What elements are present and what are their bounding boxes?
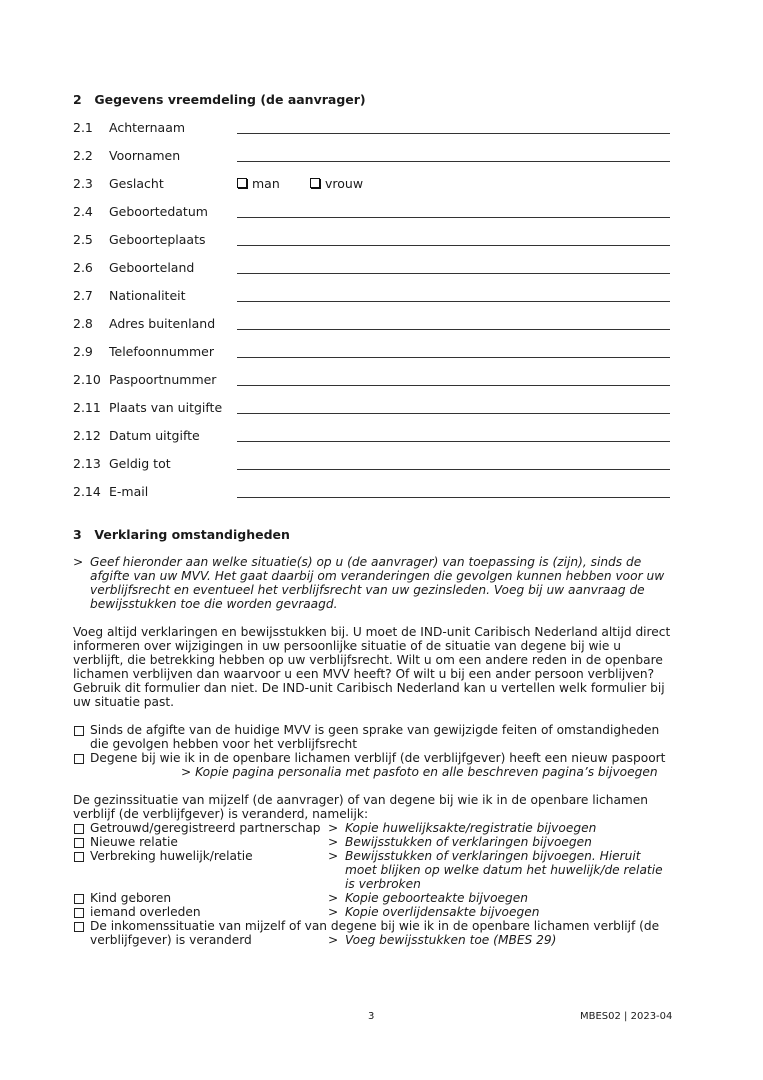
field-adres-buitenland xyxy=(73,316,670,336)
note-text: Bewijsstukken of verklaringen bijvoegen xyxy=(345,835,592,849)
field-number: 2.10 xyxy=(73,372,101,387)
field-label: Geslacht xyxy=(109,176,164,191)
field-voornamen xyxy=(73,148,670,168)
gender-option-vrouw[interactable] xyxy=(310,176,363,191)
field-datum-uitgifte xyxy=(73,428,670,448)
checkbox-icon[interactable] xyxy=(237,178,247,188)
telefoonnummer-input-line[interactable] xyxy=(237,357,670,358)
geldig-tot-input-line[interactable] xyxy=(237,469,670,470)
checkbox-icon[interactable] xyxy=(74,908,84,918)
field-number: 2.5 xyxy=(73,232,93,247)
field-achternaam xyxy=(73,120,670,140)
field-geldig-tot xyxy=(73,456,670,476)
checkbox-icon[interactable] xyxy=(74,894,84,904)
field-label: Datum uitgifte xyxy=(109,428,200,443)
field-label: Telefoonnummer xyxy=(109,344,215,359)
paspoortnummer-input-line[interactable] xyxy=(237,385,670,386)
field-number: 2.14 xyxy=(73,484,101,499)
field-nationaliteit xyxy=(73,288,670,308)
check-relationship-ended[interactable] xyxy=(73,849,673,891)
section-2-heading xyxy=(73,92,366,107)
option-label: man xyxy=(252,176,280,191)
form-code: MBES02 | 2023-04 xyxy=(580,1011,673,1022)
field-number: 2.3 xyxy=(73,176,93,191)
item-note xyxy=(328,905,673,919)
field-geslacht xyxy=(73,176,670,196)
field-label: Geldig tot xyxy=(109,456,171,471)
field-number: 2.2 xyxy=(73,148,93,163)
note-marker: > xyxy=(328,835,339,849)
checkbox-label: Getrouwd/geregistreerd partnerschap xyxy=(90,821,321,835)
note-text: Voeg bewijsstukken toe (MBES 29) xyxy=(345,933,557,947)
adres-buitenland-input-line[interactable] xyxy=(237,329,670,330)
check-income-changed[interactable] xyxy=(73,919,673,933)
field-number: 2.4 xyxy=(73,204,93,219)
note-text: Kopie overlijdensakte bijvoegen xyxy=(345,905,540,919)
option-label: vrouw xyxy=(325,176,364,191)
nationaliteit-input-line[interactable] xyxy=(237,301,670,302)
checkbox-icon[interactable] xyxy=(74,754,84,764)
checkbox-label: Verbreking huwelijk/relatie xyxy=(90,849,253,863)
field-number: 2.11 xyxy=(73,400,101,415)
gender-option-man[interactable] xyxy=(237,176,280,191)
field-label: Plaats van uitgifte xyxy=(109,400,223,415)
achternaam-input-line[interactable] xyxy=(237,133,670,134)
check-new-relationship[interactable] xyxy=(73,835,673,849)
checkbox-icon[interactable] xyxy=(74,922,84,932)
item-note xyxy=(328,835,673,849)
checkbox-label: Nieuwe relatie xyxy=(90,835,178,849)
field-number: 2.6 xyxy=(73,260,93,275)
section-3-instruction xyxy=(73,555,673,611)
income-changed-continuation xyxy=(73,933,673,947)
field-label: Achternaam xyxy=(109,120,186,135)
field-label: Adres buitenland xyxy=(109,316,216,331)
item-note xyxy=(328,849,673,891)
checkbox-label: iemand overleden xyxy=(90,905,201,919)
note-text: Kopie geboorteakte bijvoegen xyxy=(345,891,528,905)
voornamen-input-line[interactable] xyxy=(237,161,670,162)
checkbox-icon[interactable] xyxy=(74,726,84,736)
e-mail-input-line[interactable] xyxy=(237,497,670,498)
checkbox-icon[interactable] xyxy=(74,824,84,834)
field-label: Voornamen xyxy=(109,148,181,163)
field-e-mail xyxy=(73,484,670,504)
field-label: Geboorteland xyxy=(109,260,195,275)
field-geboortedatum xyxy=(73,204,670,224)
field-paspoortnummer xyxy=(73,372,670,392)
check-new-passport[interactable] xyxy=(73,751,673,765)
checkbox-label: De inkomenssituatie van mijzelf of van degene bij wie ik in de openbare lichamen verblijf (de xyxy=(90,919,660,933)
note-text: Kopie huwelijksakte/registratie bijvoegen xyxy=(345,821,597,835)
field-number: 2.7 xyxy=(73,288,93,303)
note-marker: > xyxy=(328,905,339,919)
note-marker: > xyxy=(328,933,339,947)
item-note xyxy=(328,933,673,947)
checkbox-icon[interactable] xyxy=(74,838,84,848)
section-3-heading xyxy=(73,527,290,542)
checkbox-label: Sinds de afgifte van de huidige MVV is geen sprake van gewijzigde feiten of omstandigheden die gevolgen hebben voor het verblijfsrecht xyxy=(90,723,660,751)
field-number: 2.1 xyxy=(73,120,93,135)
item-note xyxy=(328,821,673,835)
field-plaats-van-uitgifte xyxy=(73,400,670,420)
instruction-marker: > xyxy=(73,555,84,569)
check-child-born[interactable] xyxy=(73,891,673,905)
field-geboorteland xyxy=(73,260,670,280)
new-passport-note: > Kopie pagina personalia met pasfoto en alle beschreven pagina’s bijvoegen xyxy=(181,765,658,779)
checkbox-icon[interactable] xyxy=(310,178,320,188)
note-marker: > xyxy=(328,849,339,863)
field-label: Geboorteplaats xyxy=(109,232,206,247)
note-marker: > xyxy=(328,891,339,905)
page-number: 3 xyxy=(368,1011,375,1022)
field-number: 2.12 xyxy=(73,428,101,443)
item-note xyxy=(328,891,673,905)
check-no-changes[interactable] xyxy=(73,723,673,751)
instruction-text: Geef hieronder aan welke situatie(s) op u (de aanvrager) van toepassing is (zijn), sinds de afgifte van uw MVV. Het gaat daarbij om veranderingen die gevolgen kunnen hebben voor uw verblijfsrecht en eventueel het verblijfsrecht van uw gezinsleden. Voeg bij uw aanvraag de bewijsstukken toe die worden gevraagd. xyxy=(90,555,665,611)
datum-uitgifte-input-line[interactable] xyxy=(237,441,670,442)
section-3-paragraph: Voeg altijd verklaringen en bewijsstukken bij. U moet de IND-unit Caribisch Nederland altijd direct informeren over wijzigingen in uw persoonlijke situatie of de situatie van degene bij wie u verblijft, die betrekking hebben op uw verblijfsrecht. Wilt u om een andere reden in de openbare lichamen verblijven dan waarvoor u een MVV heeft? Of wilt u bij een ander persoon verblijven? Gebruik dit formulier dan niet. De IND-unit Caribisch Nederland kan u vertellen welk formulier bij uw situatie past. xyxy=(73,625,671,709)
family-situation-intro: De gezinssituatie van mijzelf (de aanvrager) of van degene bij wie ik in de openbare lichamen verblijf (de verblijfgever) is veranderd, namelijk: xyxy=(73,793,649,821)
field-geboorteplaats xyxy=(73,232,670,252)
section-number: 2 xyxy=(73,92,82,107)
field-label: Paspoortnummer xyxy=(109,372,217,387)
geboorteplaats-input-line[interactable] xyxy=(237,245,670,246)
check-married[interactable] xyxy=(73,821,673,835)
note-marker: > xyxy=(328,821,339,835)
field-number: 2.9 xyxy=(73,344,93,359)
geboorteland-input-line[interactable] xyxy=(237,273,670,274)
plaats-van-uitgifte-input-line[interactable] xyxy=(237,413,670,414)
check-someone-died[interactable] xyxy=(73,905,673,919)
field-label: Geboortedatum xyxy=(109,204,208,219)
checkbox-label: Kind geboren xyxy=(90,891,172,905)
checkbox-icon[interactable] xyxy=(74,852,84,862)
field-label: Nationaliteit xyxy=(109,288,186,303)
field-number: 2.8 xyxy=(73,316,93,331)
section-title: Gegevens vreemdeling (de aanvrager) xyxy=(94,92,366,107)
field-label: E-mail xyxy=(109,484,149,499)
field-telefoonnummer xyxy=(73,344,670,364)
section-number: 3 xyxy=(73,527,82,542)
field-number: 2.13 xyxy=(73,456,101,471)
section-title: Verklaring omstandigheden xyxy=(94,527,290,542)
checkbox-label: Degene bij wie ik in de openbare lichamen verblijf (de verblijfgever) heeft een nieuw paspoort xyxy=(90,751,666,765)
checkbox-label-continued: verblijfgever) is veranderd xyxy=(90,933,252,947)
note-text: Bewijsstukken of verklaringen bijvoegen. Hieruit moet blijken op welke datum het huwelijk/de relatie is verbroken xyxy=(345,849,663,891)
geboortedatum-input-line[interactable] xyxy=(237,217,670,218)
